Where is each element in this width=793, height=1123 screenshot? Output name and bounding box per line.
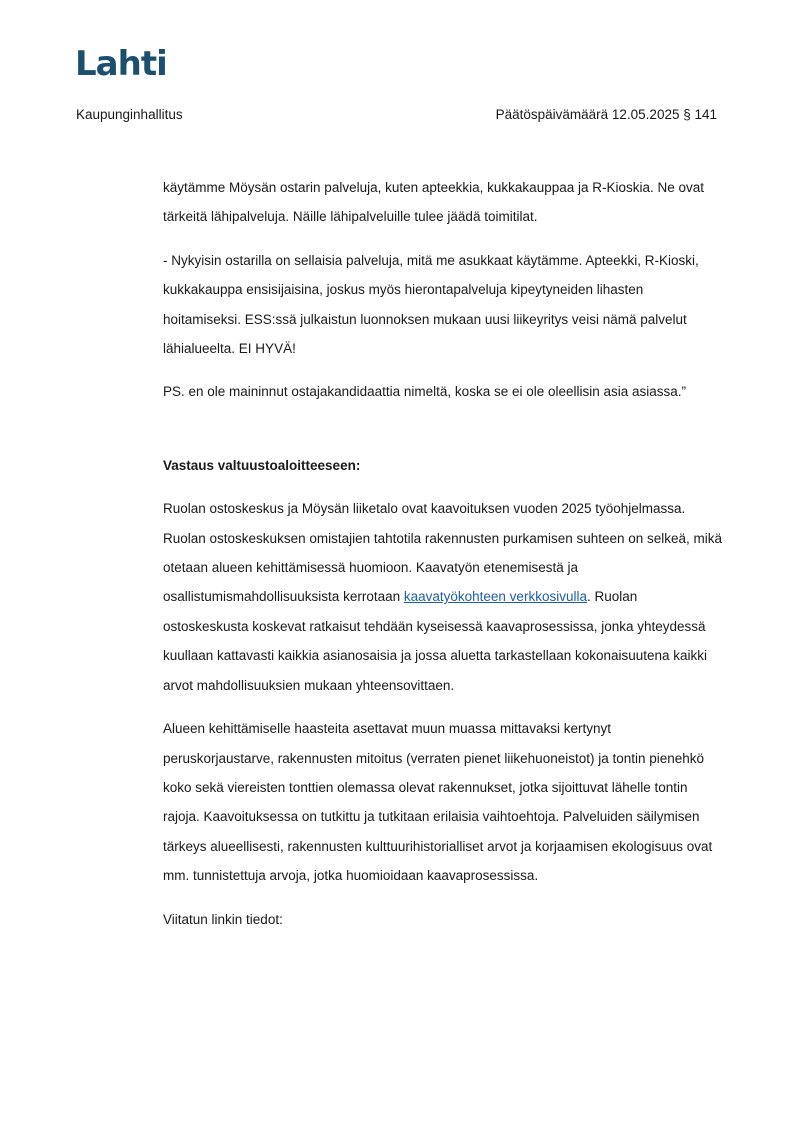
header-organization: Kaupunginhallitus (76, 107, 183, 122)
quote-paragraph-1: käytämme Möysän ostarin palveluja, kuten apteekkia, kukkakauppaa ja R-Kioskia. Ne ovat tärkeitä lähipalveluja. Näille lähipalveluille tulee jäädä toimitilat. (163, 180, 705, 225)
document-body (163, 173, 723, 948)
header-decision-info: Päätöspäivämäärä 12.05.2025 § 141 (495, 107, 717, 122)
section-heading: Vastaus valtuustoaloitteeseen: (163, 457, 361, 473)
quote-paragraph-2: - Nykyisin ostarilla on sellaisia palveluja, mitä me asukkaat käytämme. Apteekki, R-Kioski, kukkakauppa ensisijaisina, joskus myös hierontapalveluja kipeytyneiden lihasten hoitamiseksi. ESS:ssä julkaistun luonnoksen mukaan uusi liikeyritys veisi nämä palvelut lähialueelta. EI HYVÄ! (163, 252, 699, 357)
answer-paragraph-1 (163, 494, 723, 700)
project-webpage-link[interactable]: kaavatyökohteen verkkosivulla (403, 589, 587, 605)
answer-paragraph-3: Viitatun linkin tiedot: (163, 911, 283, 927)
quote-paragraph-3: PS. en ole maininnut ostajakandidaattia nimeltä, koska se ei ole oleellisin asia asiassa.” (163, 384, 687, 400)
lahti-logo: Lahti (75, 44, 167, 84)
answer-paragraph-2: Alueen kehittämiselle haasteita asettavat muun muassa mittavaksi kertynyt peruskorjaustarve, rakennusten mitoitus (verraten pienet liikehuoneistot) ja tontin pienehkö koko sekä viereisten tonttien olemassa olevat rakennukset, jotka sijoittuvat lähelle tontin rajoja. Kaavoituksessa on tutkittu ja tutkitaan erilaisia vaihtoehtoja. Palveluiden säilymisen tärkeys alueellisesti, rakennusten kulttuurihistorialliset arvot ja korjaamisen ekologisuus ovat mm. tunnistettuja arvoja, jotka huomioidaan kaavaprosessissa. (163, 721, 713, 884)
answer-paragraph-1-text-a: Ruolan ostoskeskus ja Möysän liiketalo ovat kaavoituksen vuoden 2025 työohjelmassa. Ruolan ostoskeskuksen omistajien tahtotila rakennusten purkamisen suhteen on selkeä, mikä otetaan alueen kehittämisessä huomioon. Kaavatyön etenemisestä ja osallistumismahdollisuuksista kerrotaan (163, 501, 723, 605)
answer-paragraph-1-text-b: . Ruolan ostoskeskusta koskevat ratkaisut tehdään kyseisessä kaavaprosessissa, jonka yhteydessä kuullaan kattavasti kaikkia asianosaisia ja jossa aluetta tarkastellaan kokonaisuutena kaikki arvot mahdollisuuksien mukaan yhteensovittaen. (163, 589, 708, 693)
